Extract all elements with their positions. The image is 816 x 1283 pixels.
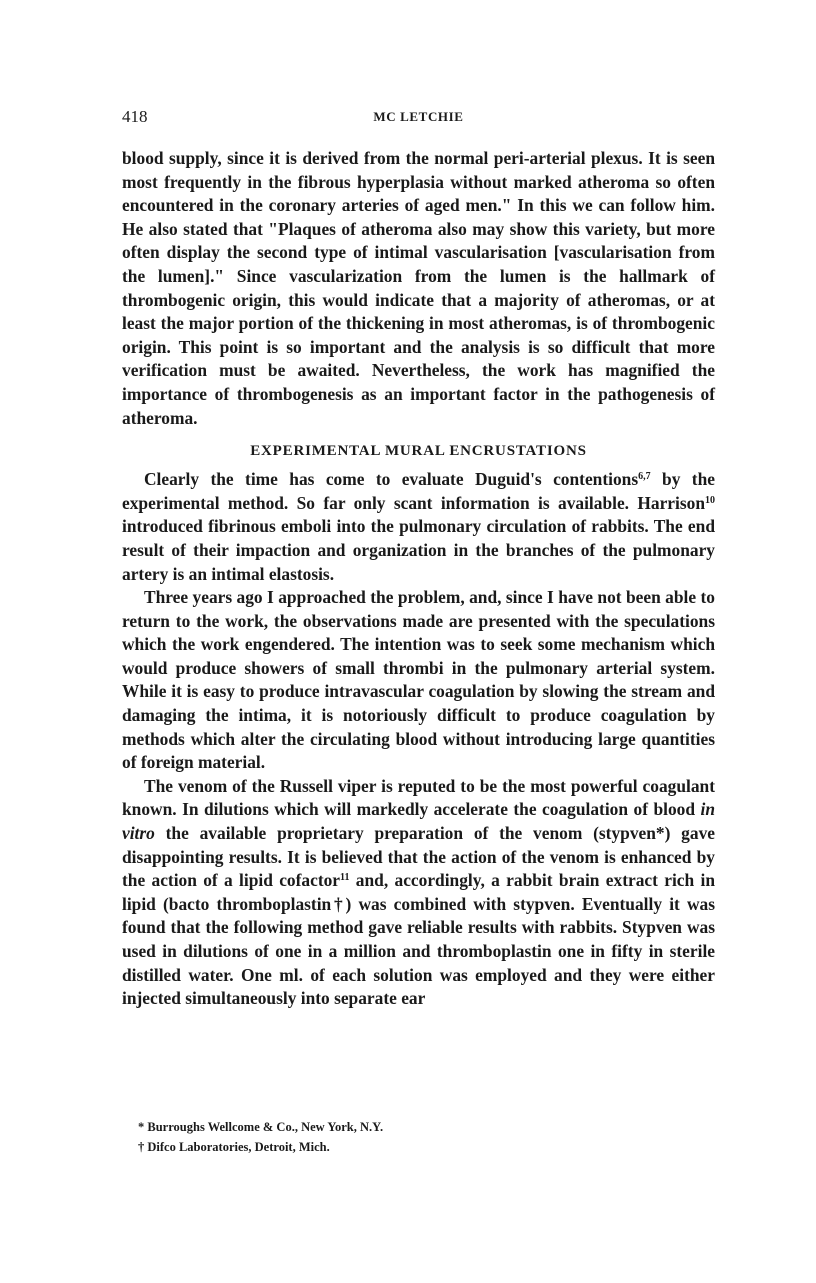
paragraph-text: The venom of the Russell viper is reputed to be the most powerful coagulant known. In dilutions which will markedly accelerate the coagulation of blood [122,775,715,820]
paragraph-text: Clearly the time has come to evaluate Duguid's contentions [144,469,639,490]
body-text [122,147,715,1011]
running-head [122,107,715,131]
citation-superscript: 11 [340,872,350,884]
paragraph-duguid [122,468,715,586]
italic-term: in vitro [122,799,715,844]
paragraph-text: and, accordingly, a rabbit brain extract rich in lipid (bacto thromboplastin†) was combined with stypven. Eventually it was found that the following method gave reliable results with rabbits. Stypven was used in dilutions of one in a million and thromboplastin one in fifty in sterile distilled water. One ml. of each solution was employed and they were either injected simultaneously into separate ear [122,870,715,1009]
paragraph-approach: Three years ago I approached the problem, and, since I have not been able to return to the work, the observations made are presented with the speculations which the work engendered. The intention was to seek some mechanism which would produce showers of small thrombi in the pulmonary arterial system. While it is easy to produce intravascular coagulation by slowing the stream and damaging the intima, it is notoriously difficult to produce coagulation by methods which alter the circulating blood without introducing large quantities of foreign material. [122,587,715,773]
page-number: 418 [122,107,148,126]
paragraph-text: by the experimental method. So far only scant information is available. Harrison [122,469,715,513]
footnotes [138,1117,698,1157]
paragraph-continuation: blood supply, since it is derived from the normal peri-arterial plexus. It is seen most frequently in the fibrous hyperplasia without marked atheroma so often encountered in the coronary arteries of aged men." In this we can follow him. He also stated that "Plaques of atheroma also may show this variety, but more often display the second type of intimal vascularisation [vascularisation from the lumen]." Since vascularization from the lumen is the hallmark of thrombogenic origin, this would indicate that a majority of atheromas, or at least the major portion of the thickening in most atheromas, is of thrombogenic origin. This point is so important and the analysis is so difficult that more verification must be awaited. Nevertheless, the work has magnified the importance of thrombogenesis as an important factor in the pathogenesis of atheroma. [122,148,715,428]
footnote: * Burroughs Wellcome & Co., New York, N.Y. [138,1120,384,1134]
header-author: MC LETCHIE [373,109,464,124]
citation-superscript: 6,7 [638,471,651,483]
footnote: † Difco Laboratories, Detroit, Mich. [138,1140,330,1154]
citation-superscript: 10 [705,494,715,506]
paragraph-text: introduced fibrinous emboli into the pulmonary circulation of rabbits. The end result of their impaction and organization in the branches of the pulmonary artery is an intimal elastosis. [122,516,715,584]
paragraph-text: the available proprietary preparation of the venom (stypven*) gave disappointing results. It is believed that the action of the venom is enhanced by the action of a lipid cofactor [122,823,715,891]
section-heading: EXPERIMENTAL MURAL ENCRUSTATIONS [250,443,587,460]
paragraph-venom [122,775,715,1011]
